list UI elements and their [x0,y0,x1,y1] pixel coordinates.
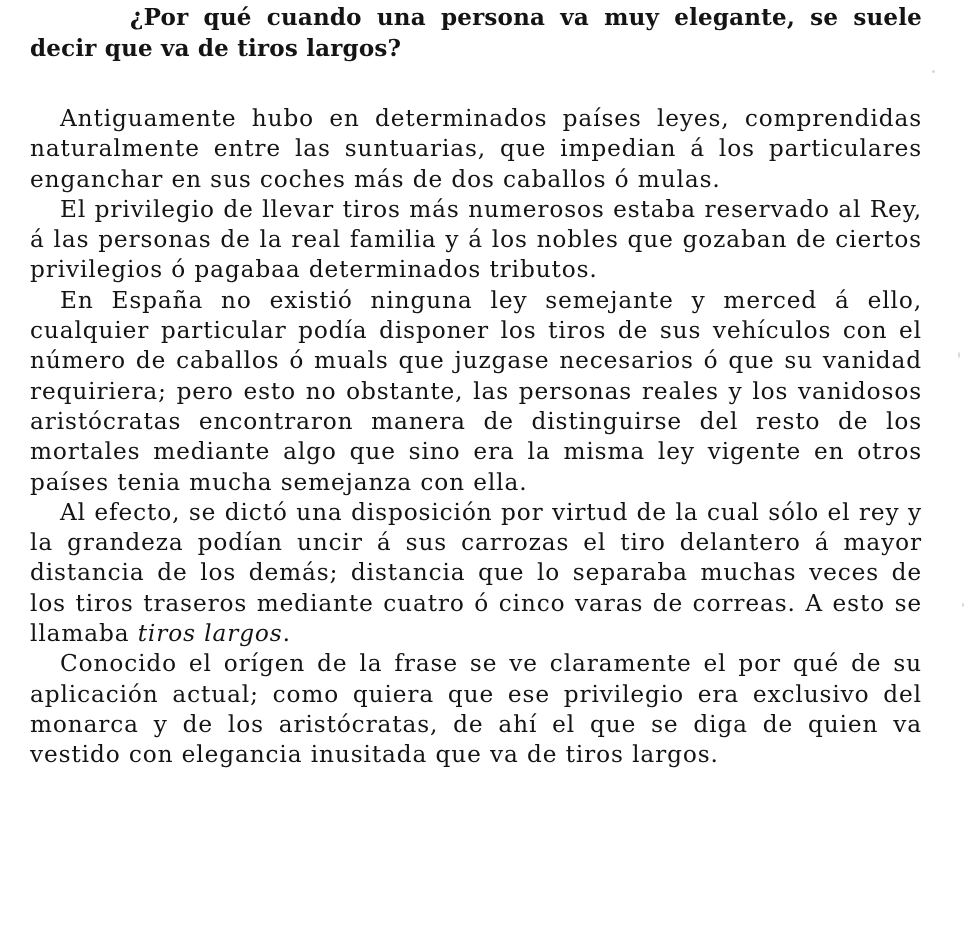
paragraph-4-emphasis: tiros largos [137,620,283,648]
paper-speck [932,70,935,73]
paragraph-3: En España no existió ninguna ley semejante y merced á ello, cualquier particular podía disponer los tiros de sus vehículos con el número de caballos ó muals que juzgase necesarios ó que su vanidad requiriera; pero esto no obstante, las personas reales y los vanidosos aristócratas encontraron manera de distinguirse del resto de los mortales mediante algo que sino era la misma ley vigente en otros países tenia mucha semejanza con ella. [30,286,922,496]
article [30,0,922,771]
paragraph-4-after: . [282,620,291,648]
paragraph-5: Conocido el orígen de la frase se ve claramente el por qué de su aplicación actual; como quiera que ese privilegio era exclusivo del monarca y de los aristócratas, de ahí el que se diga de quien va vestido con elegancia inusitada que va de tiros largos. [30,650,922,769]
paragraph-2: El privilegio de llevar tiros más numerosos estaba reservado al Rey, á las personas de la real familia y á los nobles que gozaban de ciertos privilegios ó pagabaa determinados tributos. [30,195,922,284]
paragraph-4-text: Al efecto, se dictó una disposición por virtud de la cual sólo el rey y la grandeza podían uncir á sus carrozas el tiro delantero á mayor distancia de los demás; distancia que lo separaba muchas veces de los tiros traseros mediante cuatro ó cinco varas de correas. A esto se llamaba [30,498,922,648]
paper-speck [958,352,960,358]
paragraph-1: Antiguamente hubo en determinados países leyes, comprendidas naturalmente entre las suntuarias, que impedian á los particulares enganchar en sus coches más de dos caballos ó mulas. [30,105,922,193]
paragraph-4 [30,498,922,649]
paper-speck [962,603,964,607]
question-heading: ¿Por qué cuando una persona va muy elegante, se suele decir que va de tiros largos? [30,4,922,62]
article-body [30,104,922,771]
